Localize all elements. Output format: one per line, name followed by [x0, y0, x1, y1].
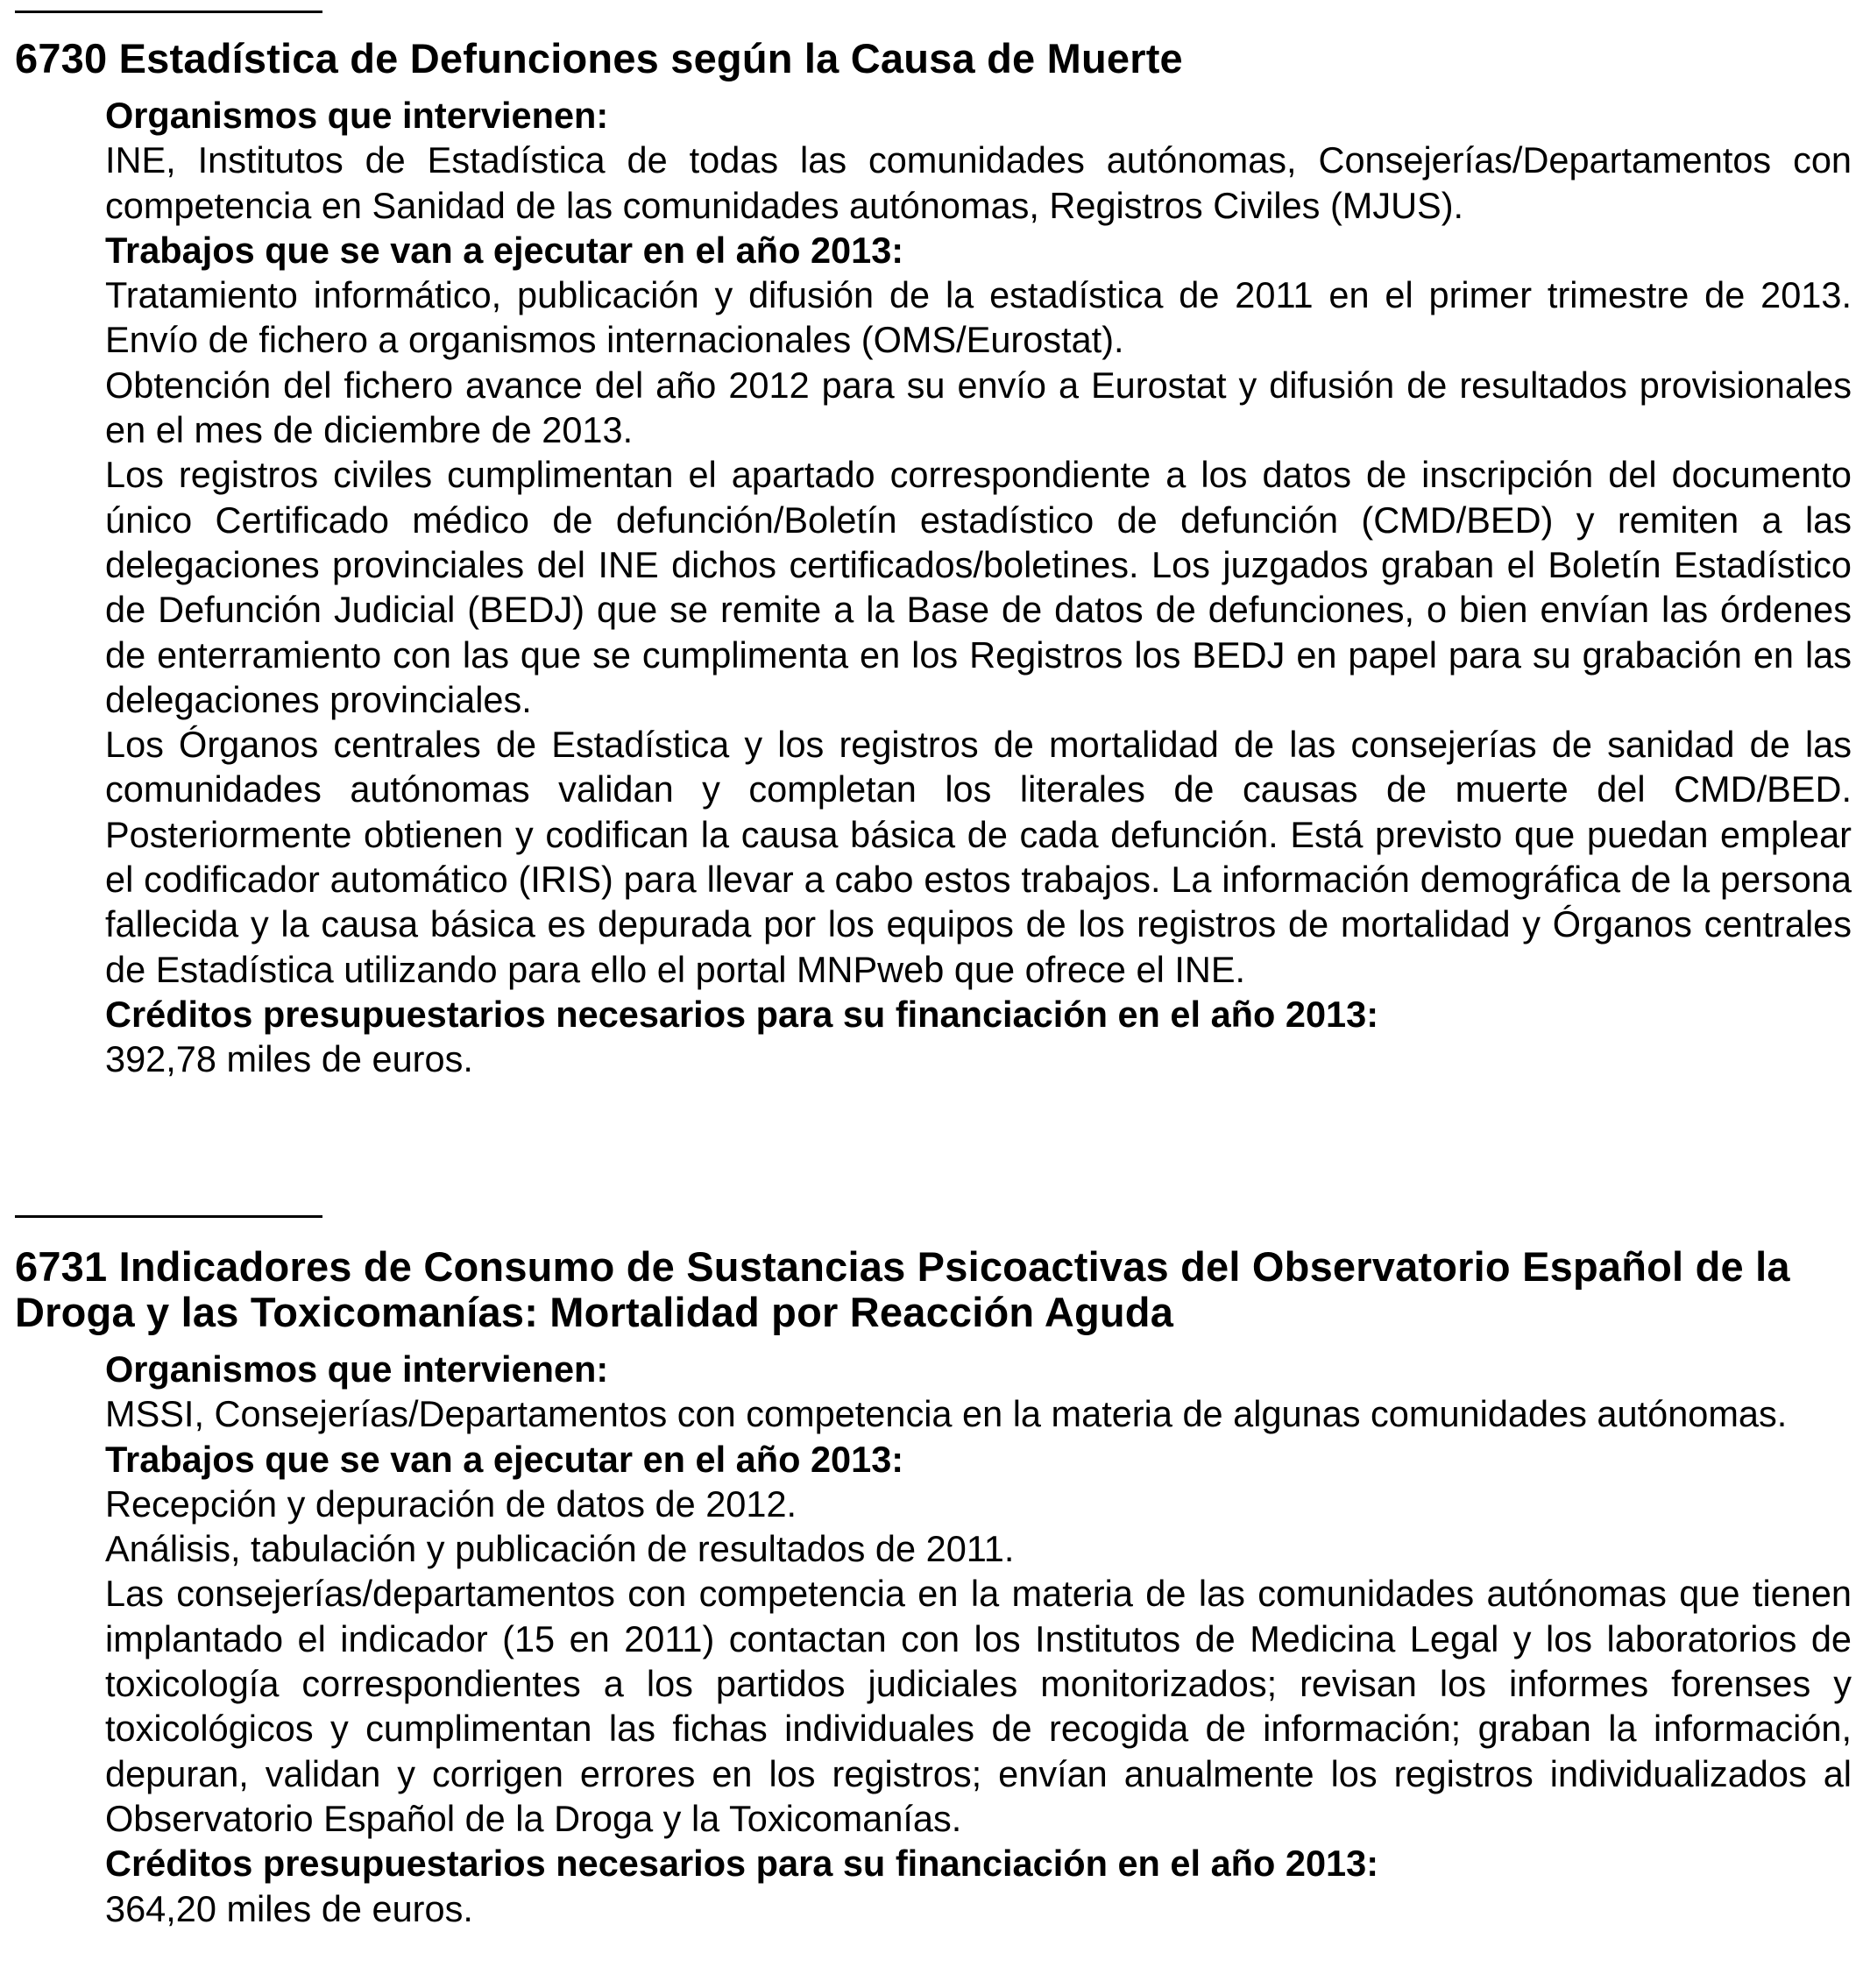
section-6731 [15, 1215, 1852, 1931]
trabajos-heading: Trabajos que se van a ejecutar en el año 2013: [105, 1438, 904, 1480]
organismos-heading: Organismos que intervienen: [105, 1348, 609, 1390]
creditos-value: 392,78 miles de euros. [105, 1038, 473, 1080]
section-title: 6731 Indicadores de Consumo de Sustancias Psicoactivas del Observatorio Español de la Droga y las Toxicomanías: Mortalidad por Reacción Aguda [15, 1243, 1790, 1335]
trabajos-paragraph: Recepción y depuración de datos de 2012. [105, 1482, 797, 1525]
trabajos-paragraph: Los registros civiles cumplimentan el apartado correspondiente a los datos de inscripción del documento único Certificado médico de defunción/Boletín estadístico de defunción (CMD/BED) y remiten a las delegaciones provinciales del INE dichos certificados/boletines. Los juzgados graban el Boletín Estadístico de Defunción Judicial (BEDJ) que se remite a la Base de datos de defunciones, o bien envían las órdenes de enterramiento con las que se cumplimenta en los Registros los BEDJ en papel para su grabación en las delegaciones provinciales. [105, 454, 1852, 720]
creditos-heading: Créditos presupuestarios necesarios para su financiación en el año 2013: [105, 993, 1379, 1035]
creditos-value: 364,20 miles de euros. [105, 1887, 473, 1929]
section-separator-rule [15, 1215, 322, 1218]
section-separator-rule [15, 11, 322, 13]
section-6730 [15, 11, 1852, 1082]
section-body [105, 93, 1852, 1082]
trabajos-paragraph: Obtención del fichero avance del año 2012 para su envío a Eurostat y difusión de resultados provisionales en el mes de diciembre de 2013. [105, 364, 1852, 451]
creditos-heading: Créditos presupuestarios necesarios para su financiación en el año 2013: [105, 1843, 1379, 1885]
section-body [105, 1347, 1852, 1931]
trabajos-paragraph: Las consejerías/departamentos con competencia en la materia de las comunidades autónomas que tienen implantado el indicador (15 en 2011) contactan con los Institutos de Medicina Legal y los laboratorios de toxicología correspondientes a los partidos judiciales monitorizados; revisan los informes forenses y toxicológicos y cumplimentan las fichas individuales de recogida de información; graban la información, depuran, validan y corrigen errores en los registros; envían anualmente los registros individualizados al Observatorio Español de la Droga y la Toxicomanías. [105, 1573, 1852, 1839]
trabajos-paragraph: Análisis, tabulación y publicación de resultados de 2011. [105, 1528, 1015, 1570]
organismos-heading: Organismos que intervienen: [105, 95, 609, 136]
organismos-text: INE, Institutos de Estadística de todas las comunidades autónomas, Consejerías/Departamentos con competencia en Sanidad de las comunidades autónomas, Registros Civiles (MJUS). [105, 139, 1852, 226]
trabajos-paragraph: Los Órganos centrales de Estadística y los registros de mortalidad de las consejerías de sanidad de las comunidades autónomas validan y completan los literales de causas de muerte del CMD/BED. Posteriormente obtienen y codifican la causa básica de cada defunción. Está previsto que puedan emplear el codificador automático (IRIS) para llevar a cabo estos trabajos. La información demográfica de la persona fallecida y la causa básica es depurada por los equipos de los registros de mortalidad y Órganos centrales de Estadística utilizando para ello el portal MNPweb que ofrece el INE. [105, 724, 1852, 990]
organismos-text: MSSI, Consejerías/Departamentos con competencia en la materia de algunas comunidades autónomas. [105, 1393, 1788, 1435]
trabajos-heading: Trabajos que se van a ejecutar en el año 2013: [105, 229, 904, 271]
section-title: 6730 Estadística de Defunciones según la Causa de Muerte [15, 35, 1183, 81]
trabajos-paragraph: Tratamiento informático, publicación y difusión de la estadística de 2011 en el primer trimestre de 2013. Envío de fichero a organismos internacionales (OMS/Eurostat). [105, 274, 1852, 361]
